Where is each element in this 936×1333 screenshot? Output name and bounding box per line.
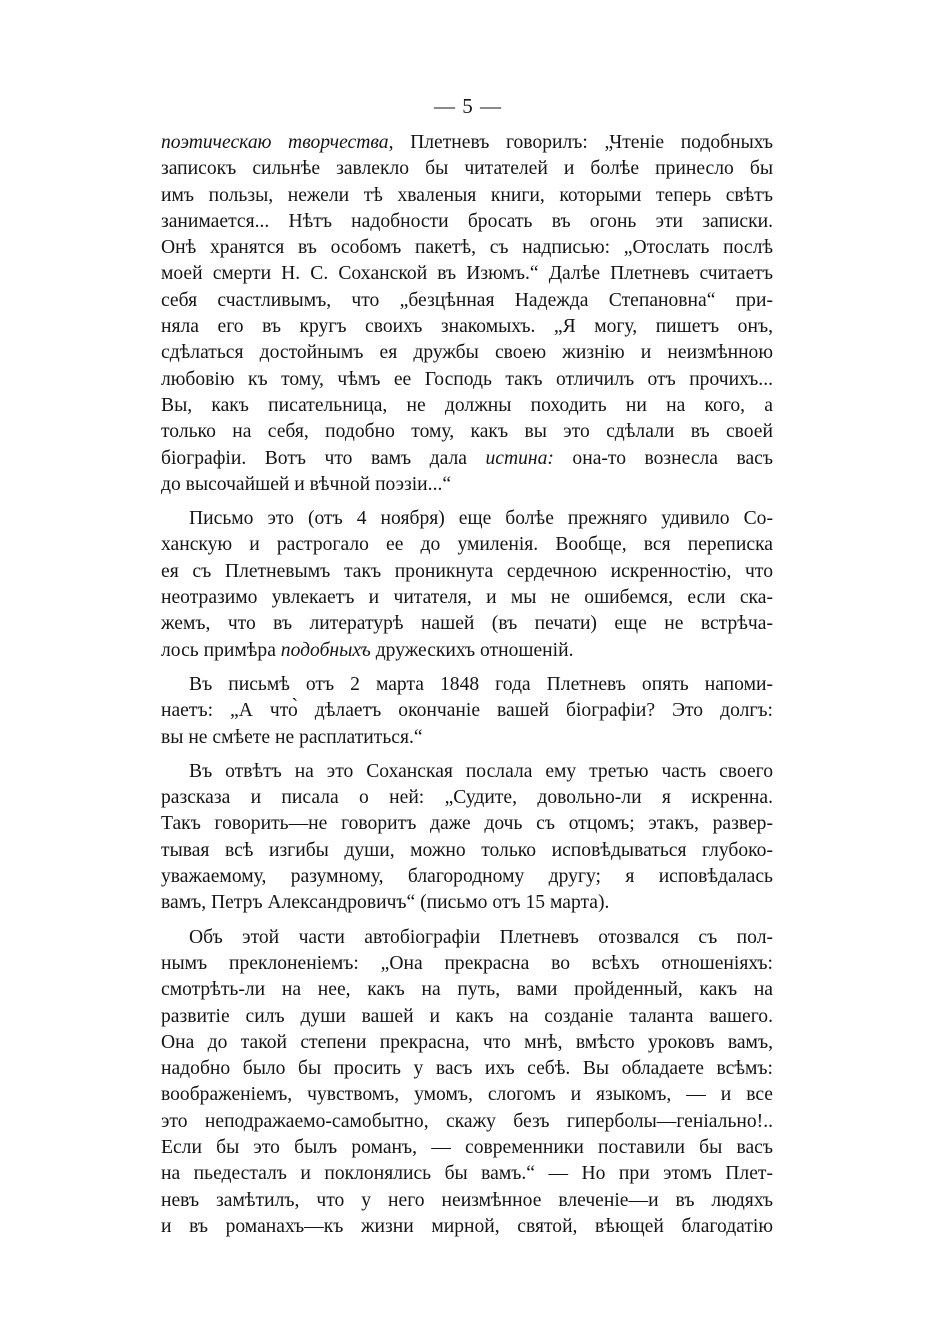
text-line: записокъ сильнѣе завлекло бы читателей и болѣе принесло бы	[161, 158, 773, 180]
text-line: Такъ говорить—не говоритъ даже дочь съ отцомъ; этакъ, развер-	[161, 813, 773, 835]
text-line: уважаемому, разумному, благородному другу; я исповѣдалась	[161, 866, 773, 888]
text-line: тывая всѣ изгибы души, можно только исповѣдываться глубоко-	[161, 839, 773, 861]
text-line: только на себя, подобно тому, какъ вы это сдѣлали въ своей	[161, 421, 773, 443]
text-line: ея съ Плетневымъ такъ проникнута сердечною искренностію, что	[161, 560, 773, 582]
text-line: Онѣ хранятся въ особомъ пакетѣ, съ надписью: „Отослать послѣ	[161, 237, 773, 259]
text-line: Она до такой степени прекрасна, что мнѣ, вмѣсто уроковъ вамъ,	[161, 1031, 773, 1053]
text-line: это неподражаемо-самобытно, скажу безъ гиперболы—геніально!..	[161, 1110, 773, 1132]
paragraph-4	[161, 759, 773, 917]
text-line: Объ этой части автобіографіи Плетневъ отозвался съ пол-	[189, 926, 773, 948]
italic-phrase: поэтическаю творчества	[161, 132, 389, 153]
text-line: на пьедесталъ и поклонялись бы вамъ.“ — Но при этомъ Плет-	[161, 1163, 773, 1185]
paragraph-3	[161, 672, 773, 751]
text-line: біографіи. Вотъ что вамъ дала истина: она-то вознесла васъ	[161, 447, 773, 469]
text-line: смотрѣть-ли на нее, какъ на путь, вами пройденный, какъ на	[161, 979, 773, 1001]
body-text	[161, 130, 773, 1240]
text-line: невъ замѣтилъ, что у него неизмѣнное влеченіе—и въ людяхъ	[161, 1189, 773, 1211]
text-line: занимается... Нѣтъ надобности бросать въ огонь эти записки.	[161, 210, 773, 232]
text-line: жемъ, что въ литературѣ нашей (въ печати) еще не встрѣча-	[161, 613, 773, 635]
text-line: моей смерти Н. С. Сохaнской въ Изюмъ.“ Далѣе Плетневъ считаетъ	[161, 263, 773, 285]
text-line: Въ письмѣ отъ 2 марта 1848 года Плетневъ опять напоми-	[189, 673, 773, 695]
text-line: ханскую и растрогало ее до умиленія. Вообще, вся переписка	[161, 534, 773, 556]
text-line: вамъ, Петръ Александровичъ“ (письмо отъ 15 марта).	[161, 892, 610, 914]
text-line: сдѣлаться достойнымъ ея дружбы своею жизнію и неизмѣнною	[161, 342, 773, 364]
text-line: до высочайшей и вѣчной поэзіи...“	[161, 473, 452, 495]
page-number: — 5 —	[434, 94, 502, 118]
text-line: воображеніемъ, чувствомъ, умомъ, слогомъ и языкомъ, — и все	[161, 1084, 773, 1106]
text-line: и въ романахъ—къ жизни мирной, святой, вѣющей благодатію	[161, 1215, 773, 1237]
text-line: вы не смѣете не расплатиться.“	[161, 726, 423, 748]
text-line: себя счастливымъ, что „безцѣнная Надежда Степановна“ при-	[161, 289, 773, 311]
text-line: Вы, какъ писательница, не должны походить ни на кого, а	[161, 394, 773, 416]
text-line: имъ пользы, нежели тѣ хваленыя книги, которыми теперь свѣтъ	[161, 184, 773, 206]
paragraph-5	[161, 925, 773, 1241]
text-line: Если бы это былъ романъ, — современники поставили бы васъ	[161, 1136, 773, 1158]
paragraph-2	[161, 506, 773, 664]
italic-phrase: истина:	[485, 447, 554, 469]
italic-phrase: подобныхъ	[280, 639, 371, 661]
text-line: нымъ преклоненіемъ: „Она прекрасна во всѣхъ отношеніяхъ:	[161, 952, 773, 974]
text-line: лось примѣра подобныхъ дружескихъ отношеній.	[161, 639, 574, 661]
text-line: развитіе силъ души вашей и какъ на созданіе таланта вашего.	[161, 1005, 773, 1027]
text-line: неотразимо увлекаетъ и читателя, и мы не ошибемся, если ска-	[161, 587, 773, 609]
text-line: наетъ: „А что̀ дѣлаетъ окончаніе вашей біографіи? Это долгъ:	[161, 700, 773, 722]
text-line: разсказа и писала о ней: „Судите, довольно-ли я искренна.	[161, 787, 773, 809]
text-line: Письмо это (отъ 4 ноября) еще болѣе прежняго удивило Со-	[189, 508, 773, 530]
text-line: любовію къ тому, чѣмъ ее Господь такъ отличилъ отъ прочихъ...	[161, 368, 773, 390]
paragraph-1	[161, 130, 773, 498]
text-line: Въ отвѣтъ на это Соханская послала ему третью часть своего	[189, 760, 773, 782]
text-line: поэтическаю творчества, Плетневъ говорилъ: „Чтеніе подобныхъ	[161, 132, 773, 153]
text-line: надобно было бы просить у васъ ихъ себѣ. Вы обладаете всѣмъ:	[161, 1058, 773, 1080]
text-line: няла его въ кругъ своихъ знакомыхъ. „Я могу, пишетъ онъ,	[161, 316, 773, 338]
